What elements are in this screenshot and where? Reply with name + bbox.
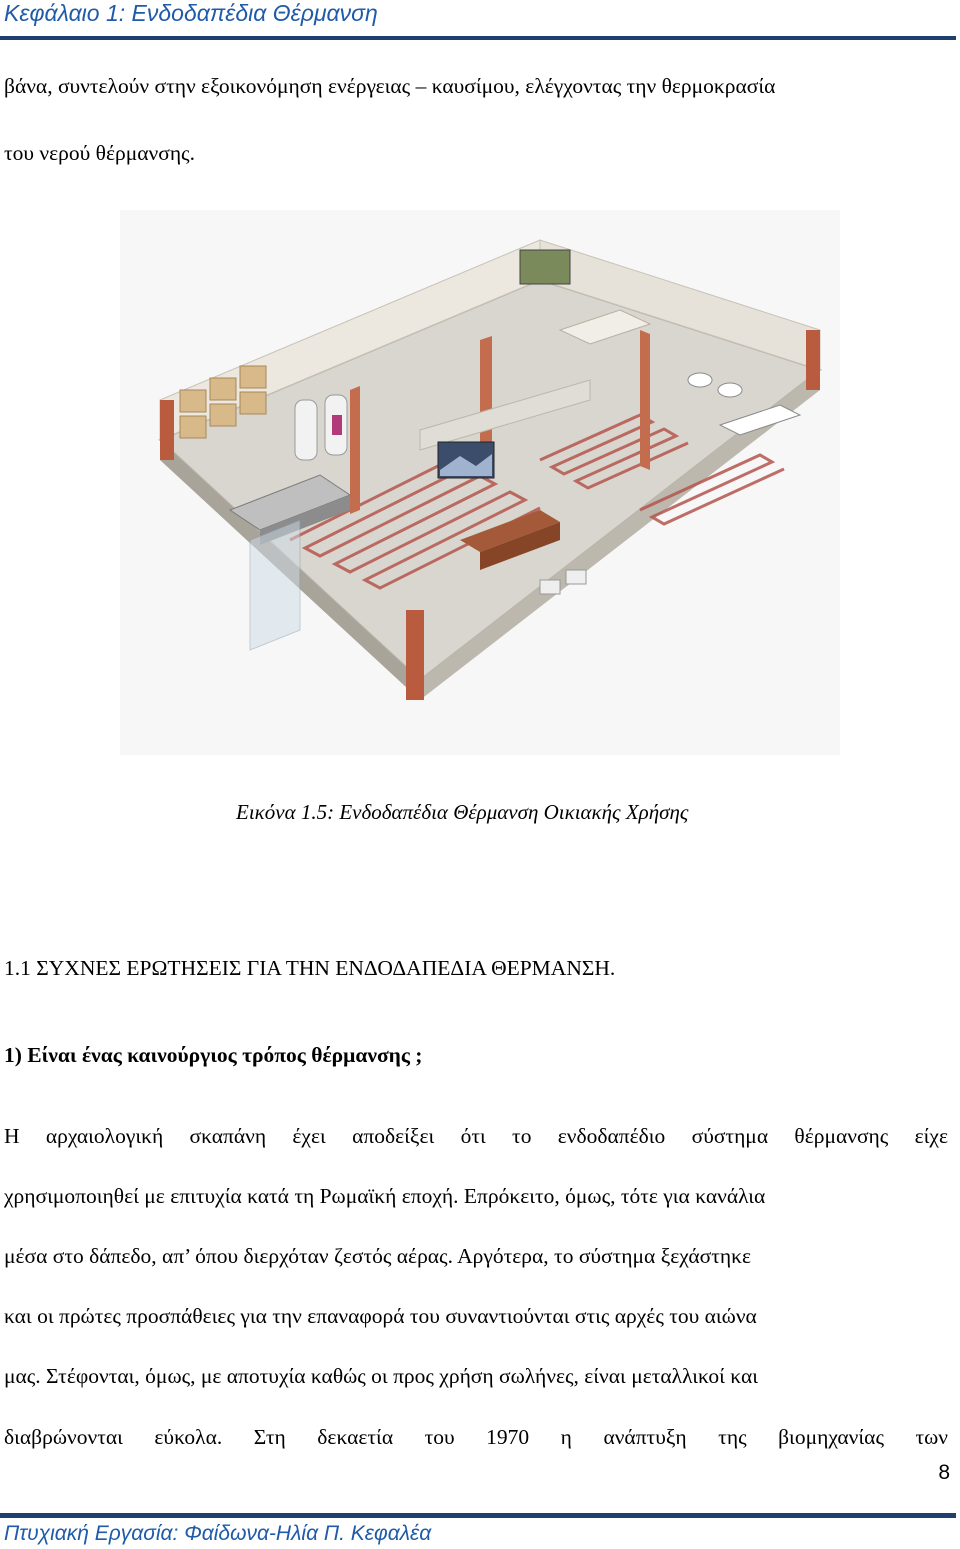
floor-heating-house-illustration	[120, 210, 840, 755]
intro-line-1: βάνα, συντελούν στην εξοικονόμηση ενέργειας – καυσίμου, ελέγχοντας την θερμοκρασία	[4, 74, 776, 98]
paragraph-line-3: μέσα στο δάπεδο, απ’ όπου διερχόταν ζεστός αέρας. Αργότερα, το σύστημα ξεχάστηκε	[4, 1244, 751, 1268]
intro-line-2: του νερού θέρμανσης.	[4, 141, 195, 165]
paragraph-line-6: διαβρώνονται εύκολα. Στη δεκαετία του 1970 η ανάπτυξη της βιομηχανίας των	[4, 1425, 948, 1449]
page-header-title: Κεφάλαιο 1: Ενδοδαπέδια Θέρμανση	[4, 0, 378, 26]
footer-text: Πτυχιακή Εργασία: Φαίδωνα-Ηλία Π. Κεφαλέα	[4, 1522, 432, 1545]
question-heading: 1) Είναι ένας καινούργιος τρόπος θέρμανσης ;	[4, 1043, 423, 1067]
page-number: 8	[938, 1461, 950, 1484]
paragraph-line-2: χρησιμοποιηθεί με επιτυχία κατά τη Ρωμαϊκή εποχή. Επρόκειτο, όμως, τότε για κανάλια	[4, 1184, 766, 1208]
footer-rule	[0, 1513, 956, 1518]
figure-caption: Εικόνα 1.5: Ενδοδαπέδια Θέρμανση Οικιακής Χρήσης	[236, 800, 689, 824]
section-heading: 1.1 ΣΥΧΝΕΣ ΕΡΩΤΗΣΕΙΣ ΓΙΑ ΤΗΝ ΕΝΔΟΔΑΠΕΔΙΑ ΘΕΡΜΑΝΣΗ.	[4, 956, 616, 980]
paragraph-line-4: και οι πρώτες προσπάθειες για την επαναφορά του συναντιούνται στις αρχές του αιώνα	[4, 1304, 757, 1328]
paragraph-line-1: Η αρχαιολογική σκαπάνη έχει αποδείξει ότι το ενδοδαπέδιο σύστημα θέρμανσης είχε	[4, 1124, 948, 1148]
paragraph-line-5: μας. Στέφονται, όμως, με αποτυχία καθώς οι προς χρήση σωλήνες, είναι μεταλλικοί και	[4, 1364, 759, 1388]
header-rule	[0, 36, 956, 40]
